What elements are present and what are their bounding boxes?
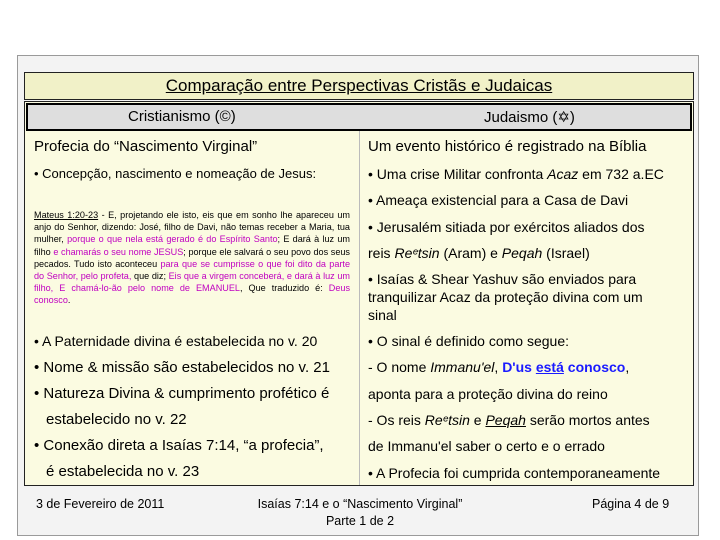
footer-date: 3 de Fevereiro de 2011 [36, 497, 165, 511]
right-row-threat: • Ameaça existencial para a Casa de Davi [368, 192, 629, 208]
footer-part: Parte 1 de 2 [325, 514, 395, 528]
right-row-crisis: • Uma crise Militar confronta Acaz em 732 a.EC [368, 166, 664, 182]
left-row-nature-b: estabelecido no v. 22 [46, 411, 187, 428]
right-row-right-wrong: de Immanu'el saber o certo e o errado [368, 438, 605, 454]
right-row-isaiah: • Isaías & Shear Yashuv são enviados para [368, 271, 637, 287]
table-header-band [26, 103, 692, 131]
left-row-paternity: • A Paternidade divina é estabelecida no v. 20 [34, 333, 318, 349]
matthew-passage: Mateus 1:20-23 - E, projetando ele isto, eis que em sonho lhe apareceu um anjo do Senhor, dizendo: José, filho de Davi, não temas receber a Maria, tua mulher, porque o que nela está gerado é do Espírito Santo; E dará à luz um filho e chamarás o seu nome JESUS; porque ele salvará o seu povo dos seus pecados. Tudo isto aconteceu para que se cumprisse o que foi dito da parte do Senhor, pelo profeta, que diz; Eis que a virgem conceberá, e dará à luz um filho, E chamá-lo-ão pelo nome de EMANUEL, Que traduzido é: Deus conosco. [34, 210, 351, 306]
right-row-kings: reis Reᵉtsin (Aram) e Peqah (Israel) [368, 245, 590, 261]
right-row-siege: • Jerusalém sitiada por exércitos aliados dos [368, 219, 645, 235]
right-row-protection: aponta para a proteção divina do reino [368, 386, 608, 402]
right-row-reassure: tranquilizar Acaz da proteção divina com um [368, 289, 643, 305]
left-row-prophecy: Profecia do “Nascimento Virginal” [34, 138, 258, 155]
left-row-conception: • Concepção, nascimento e nomeação de Jesus: [34, 166, 317, 181]
right-row-kings-killed: - Os reis Reᵉtsin e Peqah serão mortos antes [368, 412, 650, 428]
right-row-sign: sinal [368, 307, 397, 323]
right-row-fulfilled: • A Profecia foi cumprida contemporaneamente [368, 465, 661, 481]
footer-page-number: Página 4 de 9 [592, 497, 670, 511]
left-row-connection-a: • Conexão direta a Isaías 7:14, “a profecia”, [34, 437, 324, 454]
slide-title: Comparação entre Perspectivas Cristãs e Judaicas [165, 76, 553, 95]
header-christianity: Cristianismo (©) [128, 108, 236, 125]
passage-reference: Mateus 1:20-23 [34, 210, 99, 220]
left-row-name-mission: • Nome & missão são estabelecidos no v. 21 [34, 359, 330, 376]
column-divider [359, 131, 360, 485]
header-judaism: Judaismo (✡) [484, 109, 575, 126]
left-row-nature-a: • Natureza Divina & cumprimento profético é [34, 385, 330, 402]
right-row-sign-defined: • O sinal é definido como segue: [368, 333, 570, 349]
right-row-historical: Um evento histórico é registrado na Bíblia [368, 138, 647, 155]
left-row-connection-b: é estabelecida no v. 23 [46, 463, 200, 480]
right-row-immanuel: - O nome Immanu'el, D'us está conosco, [368, 359, 630, 375]
footer-title: Isaías 7:14 e o “Nascimento Virginal” [257, 497, 463, 511]
